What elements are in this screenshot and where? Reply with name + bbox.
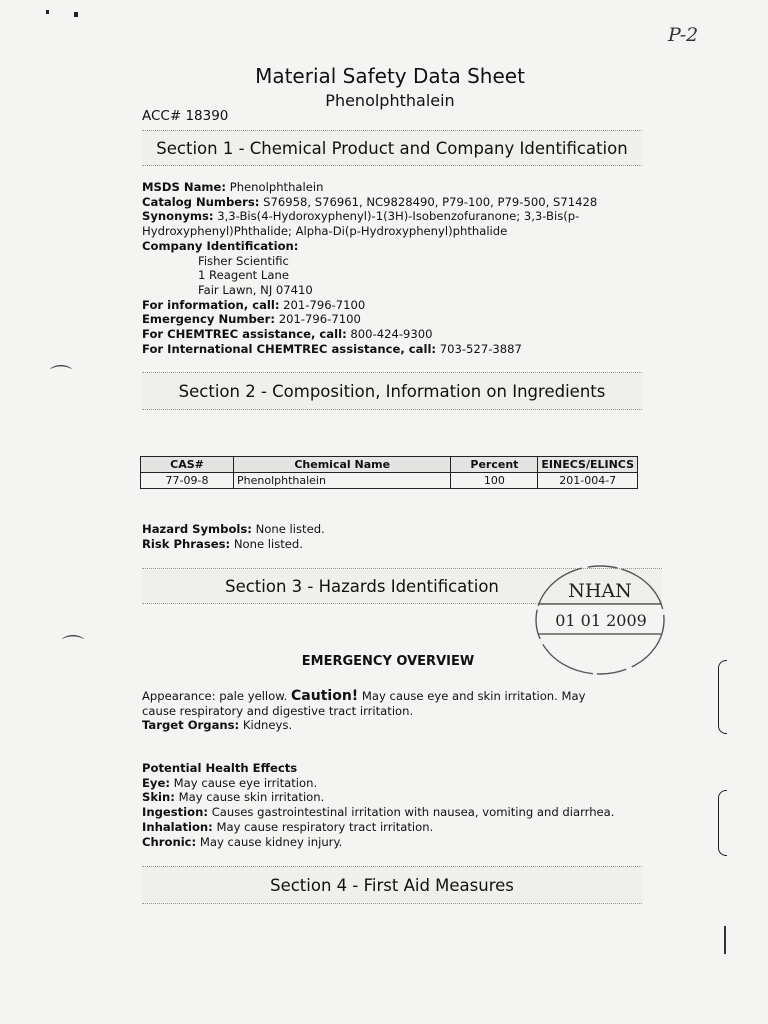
company-street: 1 Reagent Lane <box>198 268 289 283</box>
col-chemical-name: Chemical Name <box>234 457 451 473</box>
msds-name-line: MSDS Name: Phenolphthalein <box>142 180 324 194</box>
company-city: Fair Lawn, NJ 07410 <box>198 282 313 297</box>
identification-block <box>142 180 622 356</box>
target-organs-line: Target Organs: Kidneys. <box>142 718 293 733</box>
section-2-header <box>142 372 642 410</box>
col-cas: CAS# <box>141 457 234 473</box>
binder-mark <box>724 926 726 954</box>
caution-label: Caution! <box>291 688 359 704</box>
document-title: Material Safety Data Sheet <box>255 64 525 88</box>
ingredients-table <box>140 456 638 489</box>
risk-phrases-line: Risk Phrases: None listed. <box>142 536 303 551</box>
binder-bracket <box>718 660 727 734</box>
skin-line: Skin: May cause skin irritation. <box>142 790 325 805</box>
cell-einecs: 201-004-7 <box>538 473 638 489</box>
scan-speck <box>74 12 78 17</box>
section-1-title: Section 1 - Chemical Product and Company Identification <box>156 138 628 158</box>
stamp-date: 01 01 2009 <box>555 611 647 630</box>
col-einecs: EINECS/ELINCS <box>538 457 638 473</box>
eye-line: Eye: May cause eye irritation. <box>142 775 318 790</box>
intl-chemtrec-phone-line: For International CHEMTREC assistance, call: 703-527-3887 <box>142 341 522 356</box>
table-row <box>141 473 638 489</box>
chronic-line: Chronic: May cause kidney injury. <box>142 834 343 849</box>
ingestion-line: Ingestion: Causes gastrointestinal irritation with nausea, vomiting and diarrhea. <box>142 805 615 820</box>
col-percent: Percent <box>451 457 538 473</box>
inhalation-line: Inhalation: May cause respiratory tract irritation. <box>142 819 434 834</box>
acc-number: ACC# 18390 <box>142 108 229 124</box>
punch-mark: ⌒ <box>50 365 73 390</box>
chemtrec-phone-line: For CHEMTREC assistance, call: 800-424-9300 <box>142 327 433 342</box>
hazard-symbols-block <box>142 522 325 551</box>
company-label: Company Identification: <box>142 238 299 253</box>
health-effects-block <box>142 761 632 849</box>
catalog-line: Catalog Numbers: S76958, S76961, NC9828490, P79-100, P79-500, S71428 <box>142 194 598 209</box>
info-phone-line: For information, call: 201-796-7100 <box>142 297 366 312</box>
table-header-row <box>141 457 638 473</box>
scan-speck <box>46 10 49 14</box>
appearance-line: Appearance: pale yellow. Caution! May cause eye and skin irritation. May cause respiratory and digestive tract irritation. <box>142 688 586 718</box>
section-3-title: Section 3 - Hazards Identification <box>225 576 499 596</box>
emergency-overview-heading: EMERGENCY OVERVIEW <box>301 654 475 669</box>
cell-percent: 100 <box>451 473 538 489</box>
handwritten-page-note: P-2 <box>668 24 699 46</box>
stamp-name: NHAN <box>568 580 632 602</box>
punch-mark: ⌒ <box>62 635 85 660</box>
hazard-symbols-line: Hazard Symbols: None listed. <box>142 522 325 536</box>
section-1-header <box>142 130 642 166</box>
section-4-header <box>142 866 642 904</box>
emergency-phone-line: Emergency Number: 201-796-7100 <box>142 312 361 327</box>
cell-cas: 77-09-8 <box>141 473 234 489</box>
document-subtitle: Phenolphthalein <box>325 91 455 110</box>
company-name: Fisher Scientific <box>198 253 289 268</box>
section-4-title: Section 4 - First Aid Measures <box>270 875 514 895</box>
section-2-title: Section 2 - Composition, Information on Ingredients <box>178 381 606 401</box>
health-effects-heading: Potential Health Effects <box>142 761 298 775</box>
synonyms-line: Synonyms: 3,3-Bis(4-Hydoroxyphenyl)-1(3H)-Isobenzofuranone; 3,3-Bis(p-Hydroxyphenyl)Phthalide; Alpha-Di(p-Hydroxyphenyl)phthalide <box>142 209 580 239</box>
binder-bracket <box>718 790 727 856</box>
appearance-block <box>142 689 622 733</box>
cell-chemical-name: Phenolphthalein <box>234 473 451 489</box>
